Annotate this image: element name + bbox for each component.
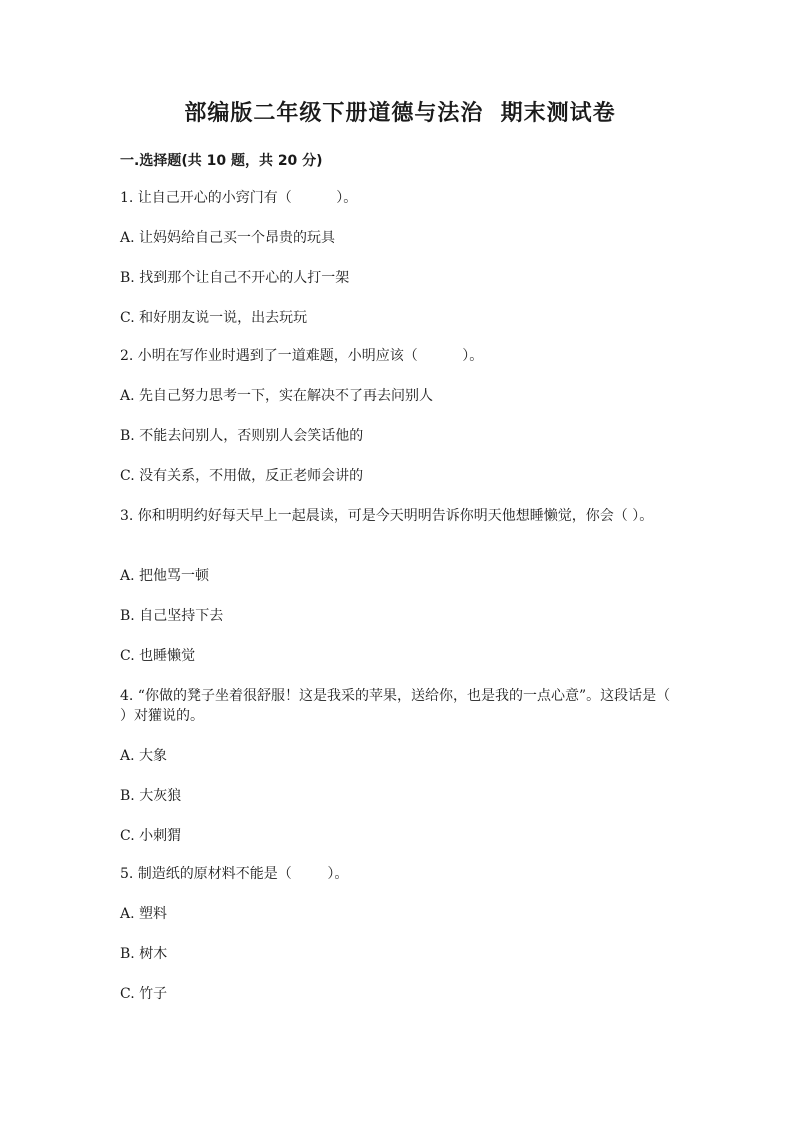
question-4-option-a: A. 大象: [120, 748, 168, 764]
question-1-stem: 1. 让自己开心的小窍门有（ ）。: [120, 190, 358, 206]
question-1-option-c: C. 和好朋友说一说，出去玩玩: [120, 310, 308, 326]
question-1-option-b: B. 找到那个让自己不开心的人打一架: [120, 270, 350, 286]
question-4-option-c: C. 小刺猬: [120, 828, 182, 844]
question-2-option-a: A. 先自己努力思考一下，实在解决不了再去问别人: [120, 388, 434, 404]
question-1-option-a: A. 让妈妈给自己买一个昂贵的玩具: [120, 230, 336, 246]
question-5-stem: 5. 制造纸的原材料不能是（ ）。: [120, 866, 349, 882]
question-5-option-b: B. 树木: [120, 946, 168, 962]
question-4-option-b: B. 大灰狼: [120, 788, 182, 804]
question-2-stem: 2. 小明在写作业时遇到了一道难题，小明应该（ ）。: [120, 348, 484, 364]
section-heading: 一.选择题(共 10 题，共 20 分): [120, 153, 323, 169]
question-5-option-c: C. 竹子: [120, 986, 168, 1002]
question-5-option-a: A. 塑料: [120, 906, 168, 922]
question-2-option-b: B. 不能去问别人，否则别人会笑话他的: [120, 428, 364, 444]
question-4-stem: 4. “你做的凳子坐着很舒服！这是我采的苹果，送给你，也是我的一点心意”。这段话是（ ）对獾说的。: [120, 688, 671, 724]
question-3-option-a: A. 把他骂一顿: [120, 568, 210, 584]
question-3-stem: 3. 你和明明约好每天早上一起晨读，可是今天明明告诉你明天他想睡懒觉，你会（ ）。: [120, 508, 654, 524]
page-title: 部编版二年级下册道德与法治 期末测试卷: [184, 101, 616, 126]
question-3-option-c: C. 也睡懒觉: [120, 648, 196, 664]
question-2-option-c: C. 没有关系，不用做，反正老师会讲的: [120, 468, 364, 484]
question-3-option-b: B. 自己坚持下去: [120, 608, 224, 624]
